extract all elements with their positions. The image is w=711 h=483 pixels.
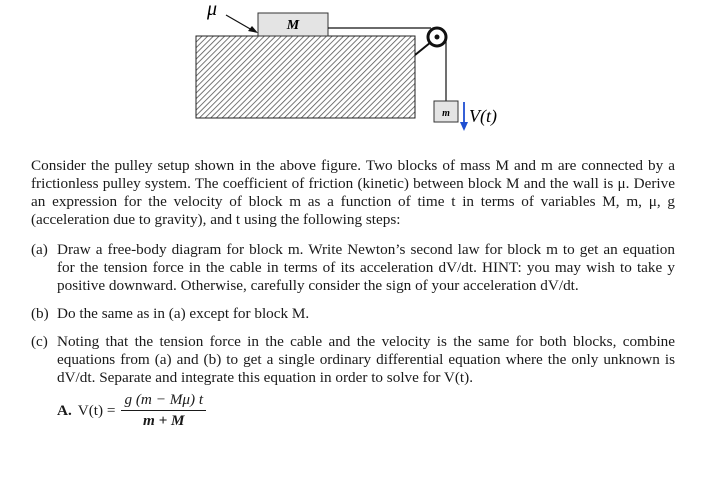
pulley-figure — [0, 0, 711, 150]
part-c — [31, 333, 675, 430]
block-m-label: m — [442, 108, 450, 119]
answer-label: A. — [57, 401, 72, 419]
part-c-text: Noting that the tension force in the cable and the velocity is the same for both blocks, combine equations from (a) and (b) to get a single ordinary differential equation where the only unknown is dV/dt. Separate and integrate this equation in order to solve for V(t). — [57, 333, 675, 386]
part-b-text: Do the same as in (a) except for block M. — [57, 305, 310, 322]
hatched-table — [196, 36, 415, 118]
mu-label: μ — [207, 0, 218, 20]
part-b-label: (b) — [31, 305, 49, 322]
block-M-label: M — [286, 18, 300, 33]
answer-numerator: g (m − Mμ) t — [121, 391, 206, 411]
part-b — [31, 305, 675, 323]
velocity-arrowhead — [460, 122, 468, 131]
parts-list — [31, 241, 675, 430]
mu-pointer-line — [226, 15, 252, 30]
mu-pointer-arrowhead — [248, 26, 258, 33]
pulley-axle — [435, 35, 440, 40]
part-c-body — [57, 333, 675, 430]
part-c-label: (c) — [31, 333, 48, 350]
problem-intro: Consider the pulley setup shown in the above figure. Two blocks of mass M and m are connected by a frictionless pulley system. The coefficient of friction (kinetic) between block M and the wall is μ. Derive an expression for the velocity of block m as a function of time t in terms of variables M, m, μ, g (acceleration due to gravity), and t using the following steps: — [31, 157, 675, 228]
velocity-label: V(t) — [469, 106, 497, 126]
problem-text — [31, 157, 675, 440]
part-a-text: Draw a free-body diagram for block m. Write Newton’s second law for block m to get an equation for the tension force in the cable in terms of its acceleration dV/dt. HINT: you may wish to take y positive downward. Otherwise, carefully consider the sign of your acceleration dV/dt. — [57, 241, 675, 294]
answer-fraction — [121, 391, 206, 430]
answer-denominator: m + M — [142, 412, 185, 429]
part-a-label: (a) — [31, 241, 48, 258]
answer — [57, 391, 675, 430]
part-a — [31, 241, 675, 295]
answer-lhs: V(t) = — [77, 401, 116, 419]
